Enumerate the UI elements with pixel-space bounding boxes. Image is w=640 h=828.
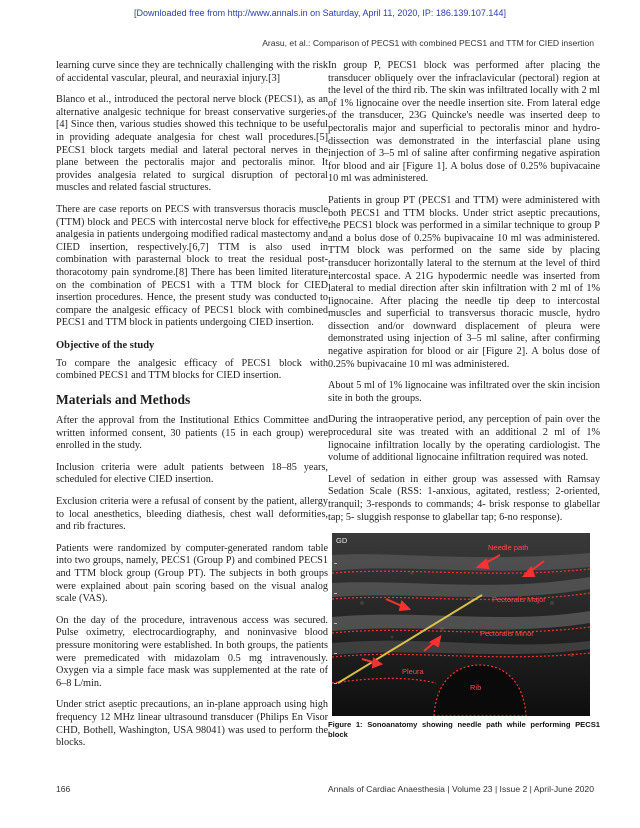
methods-heading: Materials and Methods [56,392,191,408]
paragraph: Blanco et al., introduced the pectoral nerve block (PECS1), as an alternative analgesic technique for breast conservative surgeries.[4] Since then, various studies showed this technique to be useful in providing adequate analgesia for chest wall procedures.[5] PECS1 block targets medial and lateral pectoral nerves in the plane between the pectoralis major and pectoralis minor. It provides analgesia related to surgical disruption of pectoral muscles and related fascial structures. [56,94,328,194]
paragraph: About 5 ml of 1% lignocaine was infiltrated over the skin incision site in both the groups. [328,380,600,404]
label-needle-path: Needle path [488,543,529,553]
paragraph: Exclusion criteria were a refusal of consent by the patient, allergy to local anesthetics, bleeding diathesis, chest wall deformities, and rib fractures. [56,496,328,533]
left-column [56,60,328,759]
label-pectoralis-minor: Pectoralis Minor [480,629,534,639]
paragraph: Under strict aseptic precautions, an in-plane approach using high frequency 12 MHz linear ultrasound transducer (Philips En Visor CHD, Bothell, Washington, USA 98041) was used to perform the blocks. [56,699,328,749]
paragraph: To compare the analgesic efficacy of PECS1 block with combined PECS1 and TTM blocks for CIED insertion. [56,357,328,382]
label-pectoralis-major: Pectoralis Major [492,595,546,605]
paragraph: In group P, PECS1 block was performed after placing the transducer obliquely over the infraclavicular (pectoral) region at the level of the third rib. The skin was infiltrated locally with 2 ml of 1% lignocaine over the needle insertion site. From lateral edge of the transducer, 23G Quincke's needle was inserted deep to pectoralis major and superficial to pectoralis minor and hydro-dissection was demonstrated in the interfascial plane using injection of 3–5 ml of saline after confirming negative aspiration for blood and air [Figure 1]. A bolus dose of 0.25% bupivacaine 10 ml was administered. [328,60,600,185]
paragraph: On the day of the procedure, intravenous access was secured. Pulse oximetry, electrocardiography, and noninvasive blood pressure monitoring were established. In both groups, the patients were premedicated with midazolam 0.5 mg intravenously. Oxygen via a simple face mask was supplemented at the rate of 6–8 L/min. [56,614,328,689]
label-rib: Rib [470,683,482,693]
right-column [328,60,600,740]
paragraph: Inclusion criteria were adult patients between 18–85 years, scheduled for elective CIED insertion. [56,461,328,486]
paragraph: There are case reports on PECS with transversus thoracis muscle (TTM) block and PECS with intercostal nerve block for effective analgesia in patients undergoing modified radical mastectomy and CIED insertion, respectively.[6,7] TTM is also used in combination with parasternal block to treat the residual post-thoracotomy pain syndrome.[8] There has been limited literature on the combination of PECS1 with a TTM block for CIED insertion procedures. Hence, the present study was conducted to compare the analgesic efficacy of PECS1 block with combined PECS1 and TTM block in patients undergoing CIED insertion. [56,203,328,329]
running-head: Arasu, et al.: Comparison of PECS1 with combined PECS1 and TTM for CIED insertion [262,38,594,48]
paragraph: After the approval from the Institutional Ethics Committee and written informed consent, 30 patients (15 in each group) were enrolled in the study. [56,415,328,452]
ultrasound-image [332,533,590,716]
paragraph: learning curve since they are technically challenging with the risk of accidental vascular, pleural, and neuraxial injury.[3] [56,60,328,84]
figure-caption: Figure 1: Sonoanatomy showing needle path while performing PECS1 block [328,720,600,740]
download-banner: [Downloaded free from http://www.annals.in on Saturday, April 11, 2020, IP: 186.139.107.144] [134,8,506,18]
paragraph: During the intraoperative period, any perception of pain over the procedural site was treated with an additional 2 ml of 1% lignocaine infiltration locally by the operating cardiologist. The volume of additional lignocaine infiltration required was noted. [328,414,600,464]
paragraph: Patients in group PT (PECS1 and TTM) were administered with both PECS1 and TTM blocks. Under strict aseptic precautions, the PECS1 block was performed in a similar technique to group P and a bolus dose of 0.25% bupivacaine 10 ml was administered. TTM block was performed on the same side by placing transducer horizontally lateral to the sternum at the level of third intercostal space. A 21G hypodermic needle was inserted from lateral to medial direction after skin infiltration with 2 ml of 1% lignocaine. After placing the needle tip deep to intercostal muscles and superficial to transversus thoracic muscle, hydro dissection and/or downward displacement of pleura were demonstrated using injection of 3–5 ml saline, after confirming negative aspiration for blood or air [Figure 2]. A bolus dose of 0.25% bupivacaine 10 ml was administered. [328,194,600,370]
ultrasound-figure [332,533,590,716]
label-pleura: Pleura [402,667,424,677]
paragraph: Level of sedation in either group was assessed with Ramsay Sedation Scale (RSS: 1-anxious, agitated, restless; 2-oriented, tranquil; 3-responds to commands; 4- brisk response to glabellar tap; 5- sluggish response to glabellar tap; 6-no response). [328,473,600,523]
page-number: 166 [56,784,71,794]
objective-heading: Objective of the study [56,339,155,351]
figure-corner-label: GD [336,536,348,546]
journal-footer: Annals of Cardiac Anaesthesia | Volume 23 | Issue 2 | April-June 2020 [327,784,594,794]
paragraph: Patients were randomized by computer-generated random table into two groups, namely, PECS1 (Group P) and combined PECS1 and TTM block group (Group PT). The subjects in both groups were explained about pain scoring based on the visual analog scale (VAS). [56,542,328,605]
